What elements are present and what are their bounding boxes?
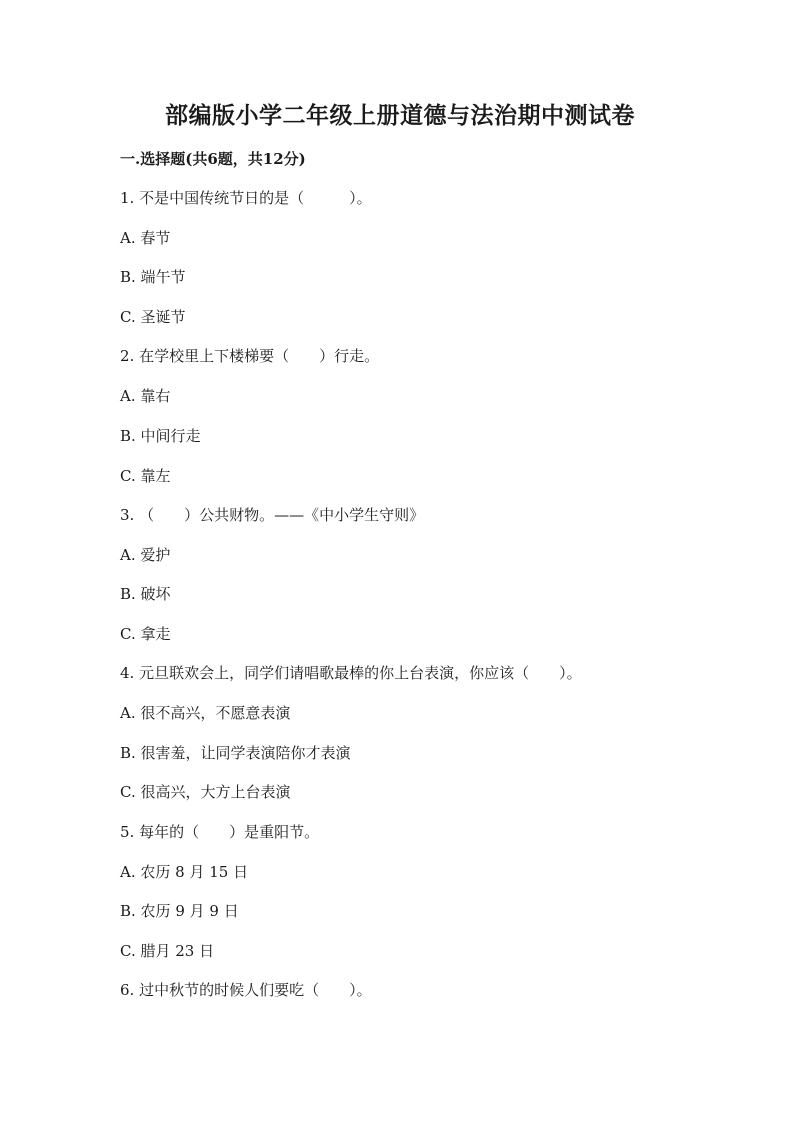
question-2-option-a: A. 靠右 [120, 387, 171, 405]
question-2-option-c: C. 靠左 [120, 467, 171, 485]
question-1-option-c: C. 圣诞节 [120, 308, 186, 326]
question-5-option-a: A. 农历 8 月 15 日 [120, 863, 249, 881]
section-heading: 一.选择题(共6题，共12分) [120, 150, 306, 168]
question-2-stem: 2. 在学校里上下楼梯要（ ）行走。 [120, 347, 380, 365]
question-4-option-c: C. 很高兴，大方上台表演 [120, 783, 291, 801]
question-3-option-b: B. 破坏 [120, 585, 171, 603]
question-4-option-a: A. 很不高兴，不愿意表演 [120, 704, 291, 722]
question-3-option-c: C. 拿走 [120, 625, 171, 643]
question-1-option-a: A. 春节 [120, 229, 171, 247]
question-3-stem: 3. （ ）公共财物。——《中小学生守则》 [120, 506, 425, 524]
page-title: 部编版小学二年级上册道德与法治期中测试卷 [165, 102, 635, 129]
question-3-option-a: A. 爱护 [120, 546, 171, 564]
question-4-stem: 4. 元旦联欢会上，同学们请唱歌最棒的你上台表演，你应该（ ）。 [120, 664, 582, 682]
question-5-stem: 5. 每年的（ ）是重阳节。 [120, 823, 320, 841]
question-1-option-b: B. 端午节 [120, 268, 186, 286]
question-2-option-b: B. 中间行走 [120, 427, 201, 445]
question-4-option-b: B. 很害羞，让同学表演陪你才表演 [120, 744, 351, 762]
question-5-option-c: C. 腊月 23 日 [120, 942, 215, 960]
question-6-stem: 6. 过中秋节的时候人们要吃（ ）。 [120, 981, 372, 999]
question-1-stem: 1. 不是中国传统节日的是（ ）。 [120, 189, 372, 207]
question-5-option-b: B. 农历 9 月 9 日 [120, 902, 239, 920]
